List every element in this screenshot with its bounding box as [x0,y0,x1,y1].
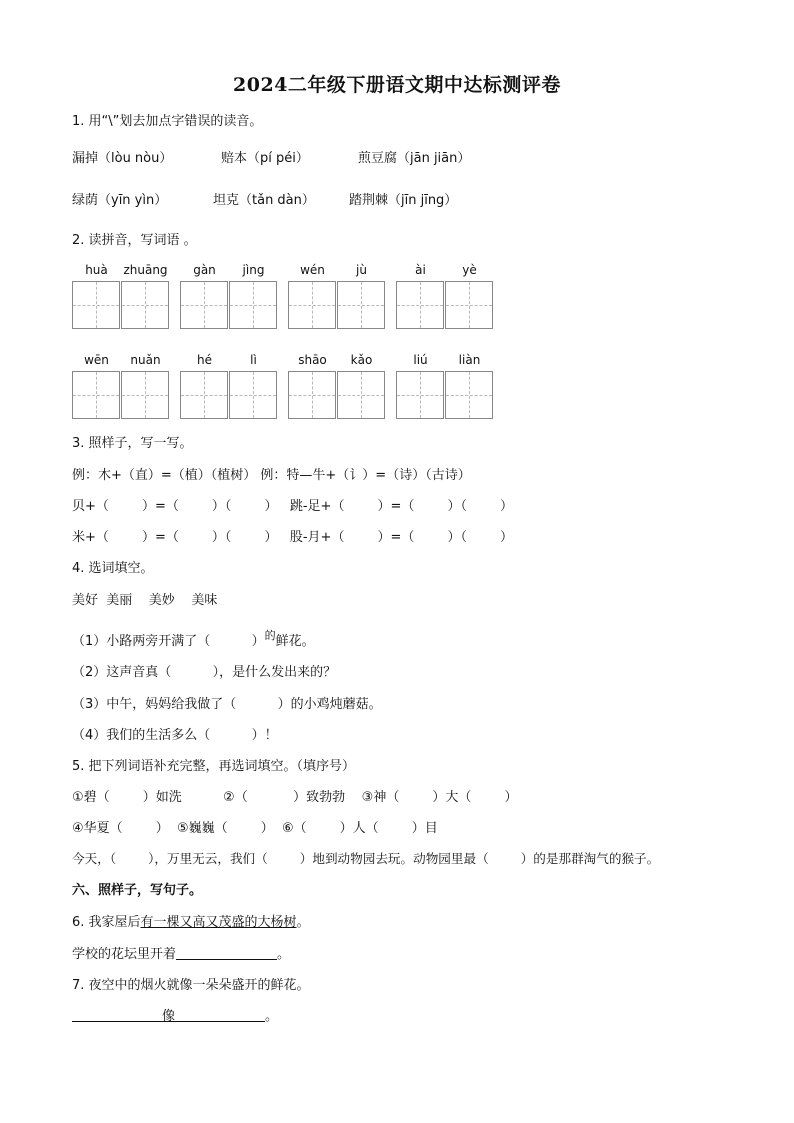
writing-box[interactable] [180,371,228,419]
pinyin-label: liàn [458,353,481,367]
pinyin-label: wēn [84,353,109,367]
sentence-text: （1）小路两旁开满了（ ） [72,634,265,649]
q3-prompt: 3. 照样子，写一写。 [72,436,193,451]
q5-line: 今天，（ ），万里无云，我们（ ）地到动物园去玩。动物园里最（ ）的是那群淘气的猴子。 [72,851,660,866]
writing-box[interactable] [121,371,169,419]
writing-box[interactable] [229,281,277,329]
pinyin-label: yè [462,263,477,277]
page-title: 2024二年级下册语文期中达标测评卷 [233,74,561,96]
q1-item: 坦克（tǎn dàn） [213,193,315,208]
q1-item: 踏荆棘（jīn jīng） [349,193,458,208]
writing-box[interactable] [337,371,385,419]
q6-answer-line [72,943,290,962]
writing-box[interactable] [72,281,120,329]
writing-box[interactable] [229,371,277,419]
q4-prompt: 4. 选词填空。 [72,561,154,576]
underlined-phrase: 有一棵又高又茂盛的大杨树 [140,915,297,930]
q4-sentence-3: （3）中午，妈妈给我做了（ ）的小鸡炖蘑菇。 [72,697,382,712]
pinyin-label: gàn [193,263,216,277]
pinyin-label: nuǎn [130,353,161,367]
q3-line: 米+（ ）=（ ）（ ） 股-月+（ ）=（ ）（ ） [72,530,514,545]
writing-box[interactable] [445,281,493,329]
sentence-text: 的 [264,629,276,642]
q3-line: 贝+（ ）=（ ）（ ） 跳-足+（ ）=（ ）（ ） [72,499,514,514]
section-heading: 六、照样子，写句子。 [72,883,203,898]
q6-prompt [72,911,310,930]
q4-sentence-1 [72,627,315,649]
q3-example: 例：木+（直）=（植）（植树） 例：特—牛+（讠）=（诗）（古诗） [72,468,471,483]
writing-box[interactable] [396,371,444,419]
pinyin-label: wén [300,263,325,277]
writing-box[interactable] [445,371,493,419]
pinyin-label: ài [415,263,426,277]
q4-word-choices: 美好 美丽 美妙 美味 [72,593,218,608]
q5-prompt: 5. 把下列词语补充完整，再选词填空。（填序号） [72,759,356,774]
q1-item: 绿荫（yīn yìn） [72,193,168,208]
sentence-text: 。 [265,1009,279,1024]
pinyin-label: liú [413,353,428,367]
pinyin-label: huà [85,263,108,277]
q5-line: ④华夏（ ） ⑤巍巍（ ） ⑥（ ）人（ ）目 [72,821,438,836]
sentence-text: 6. 我家屋后 [72,915,141,930]
writing-box[interactable] [121,281,169,329]
q1-item: 漏掉（lòu nòu） [72,151,173,166]
pinyin-label: jìng [242,263,265,277]
writing-box[interactable] [72,371,120,419]
writing-box[interactable] [337,281,385,329]
q2-prompt: 2. 读拼音，写词语 。 [72,233,197,248]
q7-prompt: 7. 夜空中的烟火就像一朵朵盛开的鲜花。 [72,978,310,993]
sentence-text: 学校的花坛里开着 [72,947,177,962]
writing-box[interactable] [180,281,228,329]
pinyin-label: zhuāng [123,263,168,277]
pinyin-label: kǎo [350,353,373,367]
q7-answer-line [72,1005,278,1024]
pinyin-label: jù [356,263,367,277]
answer-blank[interactable] [175,1009,265,1022]
q1-item: 赔本（pí péi） [221,151,309,166]
q4-sentence-2: （2）这声音真（ ），是什么发出来的？ [72,665,337,680]
writing-box[interactable] [288,281,336,329]
q1-item: 煎豆腐（jān jiān） [358,151,471,166]
pinyin-label: hé [197,353,212,367]
sentence-text: 。 [277,947,291,962]
answer-blank[interactable] [176,947,277,960]
sentence-text: 鲜花。 [275,634,315,649]
q5-line: ①碧（ ）如洗 ②（ ）致勃勃 ③神（ ）大（ ） [72,790,518,805]
sentence-text: 。 [296,915,310,930]
q1-prompt: 1. 用“\”划去加点字错误的读音。 [72,114,263,129]
writing-box[interactable] [288,371,336,419]
q4-sentence-4: （4）我们的生活多么（ ）！ [72,728,278,743]
sentence-text: 像 [162,1009,176,1024]
writing-box[interactable] [396,281,444,329]
answer-blank[interactable] [72,1009,162,1022]
pinyin-label: shāo [298,353,327,367]
pinyin-label: lì [250,353,257,367]
